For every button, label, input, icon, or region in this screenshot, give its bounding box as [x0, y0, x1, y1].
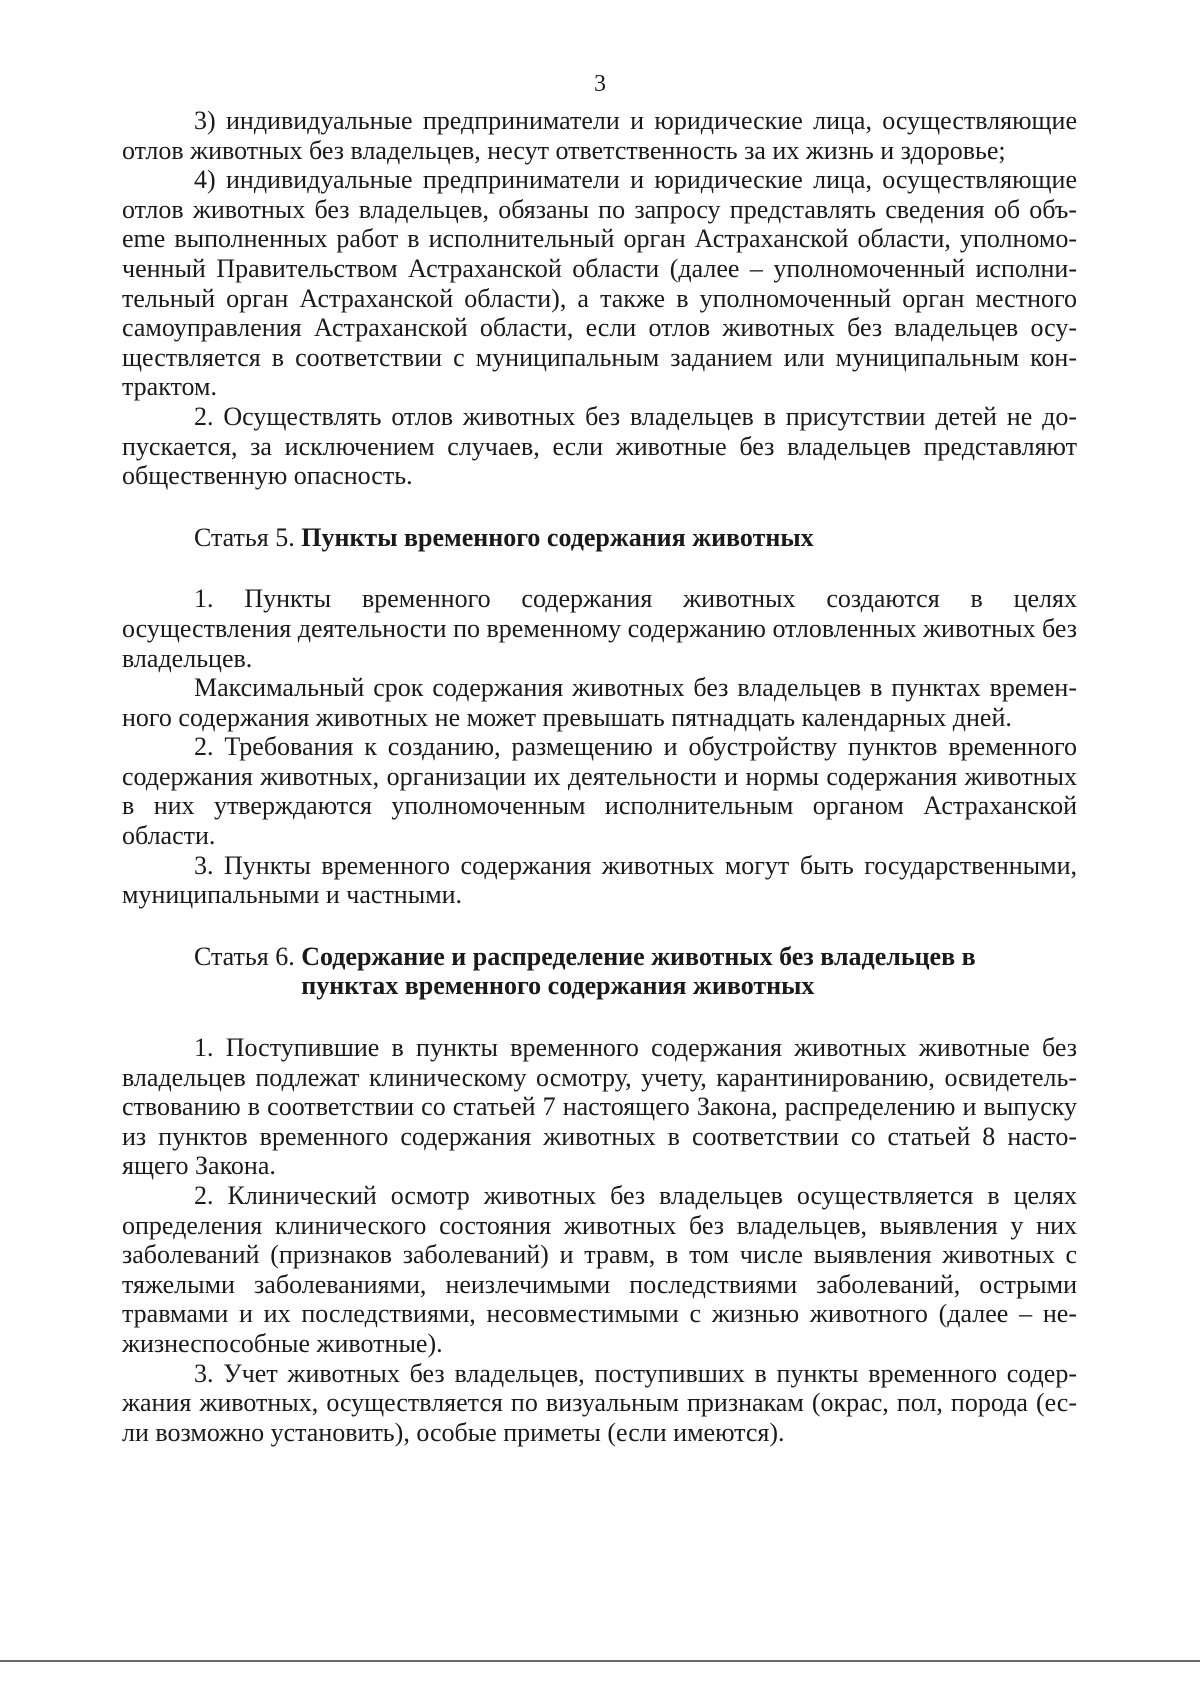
- article-5-prefix: Статья 5.: [194, 522, 302, 552]
- article-5-paragraph-1: 1. Пункты временного содержания животных создаются в целях осуществления деятельности по временному содержанию отловленных животных без владельцев.: [122, 584, 1077, 673]
- article-5-title: Пункты временного содержания животных: [301, 522, 814, 552]
- document-body: [122, 106, 1077, 1447]
- paragraph-clause-2: 2. Осуществлять отлов животных без владельцев в присутствии детей не допускается, за исключением случаев, если животные без владельцев представляют общественную опасность.: [122, 401, 1077, 491]
- article-5-heading: [122, 523, 1077, 553]
- bottom-divider: [0, 1660, 1200, 1662]
- page-number: 3: [594, 71, 606, 97]
- article-6-paragraph-1: 1. Поступившие в пункты временного содержания животных животные без владельцев подлежат клиническому осмотру, учету, карантинированию, освидетельствованию в соответствии со статьей 7 настоящего Закона, распределению и выпуску из пунктов временного содержания животных в соответствии со статьей 8 настоящего Закона.: [122, 1033, 1077, 1181]
- article-5-paragraph-3: 3. Пункты временного содержания животных могут быть государственными, муниципальными и частными.: [122, 850, 1077, 910]
- article-6-prefix: Статья 6.: [194, 941, 302, 971]
- article-6-heading: [122, 942, 1077, 1001]
- paragraph-item-4: 4) индивидуальные предприниматели и юридические лица, осуществляющие отлов животных без владельцев, обязаны по запросу представлять сведения об объeme выполненных работ в исполнительный орган Астраханской области, уполномоченный Правительством Астраханской области (далее – уполномоченный исполнительный орган Астраханской области), а также в уполномоченный орган местного самоуправления Астраханской области, если отлов животных без владельцев осуществляется в соответствии с муниципальным заданием или муниципальным контрактом.: [122, 165, 1077, 402]
- paragraph-item-3: 3) индивидуальные предприниматели и юридические лица, осуществляющие отлов животных без владельцев, несут ответственность за их жизнь и здоровье;: [122, 106, 1077, 165]
- article-6-paragraph-2: 2. Клинический осмотр животных без владельцев осуществляется в целях определения клинического состояния животных без владельцев, выявления у них заболеваний (признаков заболеваний) и травм, в том числе выявления животных с тяжелыми заболеваниями, неизлечимыми последствиями заболеваний, острыми травмами и их последствиями, несовместимыми с жизнью животного (далее – нежизнеспособные животные).: [122, 1181, 1077, 1358]
- article-5-paragraph-1b: Максимальный срок содержания животных без владельцев в пунктах временного содержания животных не может превышать пятнадцать календарных дней.: [122, 673, 1077, 732]
- article-6-paragraph-3: 3. Учет животных без владельцев, поступивших в пункты временного содержания животных, осуществляется по визуальным признакам (окрас, пол, порода (если возможно установить), особые приметы (если имеются).: [122, 1358, 1077, 1447]
- article-5-paragraph-2: 2. Требования к созданию, размещению и обустройству пунктов временного содержания животных, организации их деятельности и нормы содержания животных в них утверждаются уполномоченным исполнительным органом Астраханской области.: [122, 732, 1077, 851]
- article-6-title: Содержание и распределение животных без владельцев в пунктах временного содержания животных: [301, 941, 976, 1001]
